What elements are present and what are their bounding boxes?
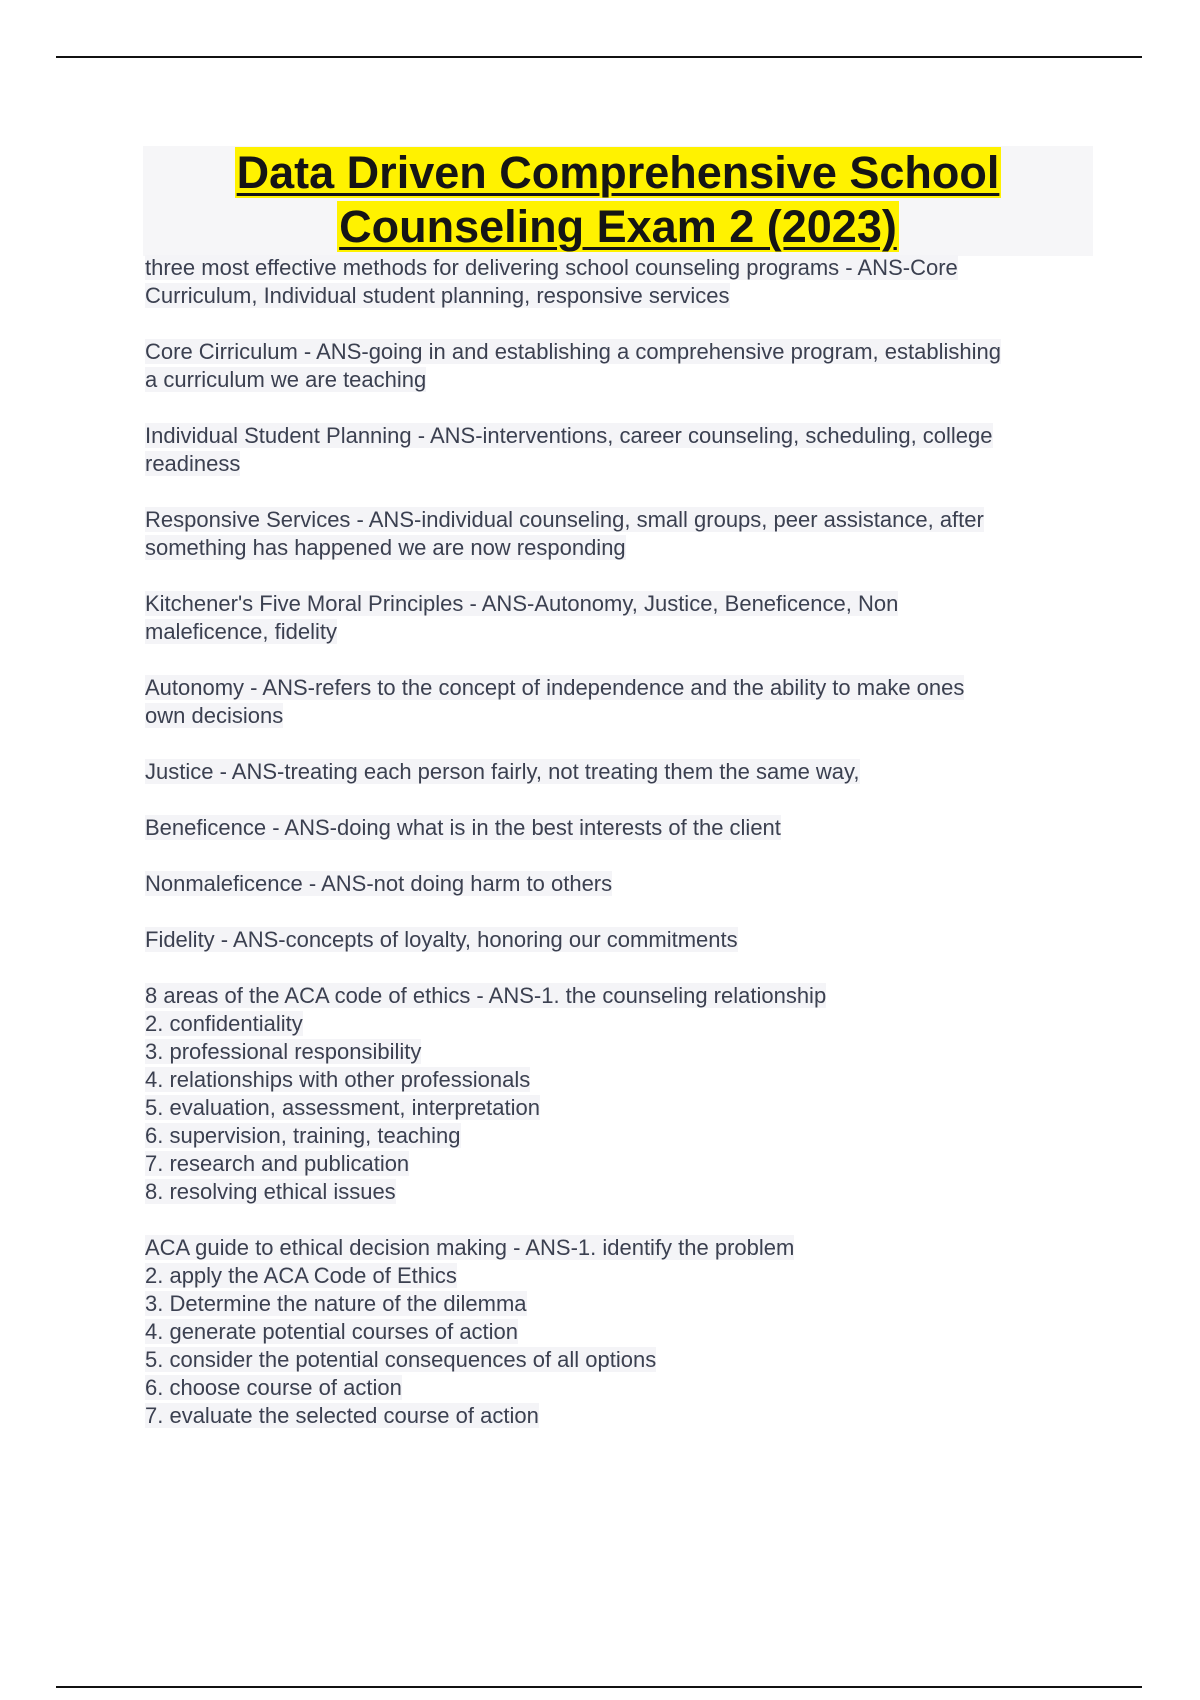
qa-line-text: 7. evaluate the selected course of action bbox=[145, 1403, 539, 1428]
qa-entry bbox=[145, 506, 1095, 562]
qa-line-text: Curriculum, Individual student planning, responsive services bbox=[145, 283, 730, 308]
qa-entry bbox=[145, 926, 1095, 954]
qa-entry bbox=[145, 338, 1095, 394]
bottom-rule bbox=[56, 1686, 1142, 1688]
qa-line bbox=[145, 674, 1095, 702]
top-rule bbox=[56, 56, 1142, 58]
qa-line bbox=[145, 870, 1095, 898]
qa-line bbox=[145, 338, 1095, 366]
qa-line-text: 8 areas of the ACA code of ethics - ANS-1. the counseling relationship bbox=[145, 983, 827, 1008]
qa-line bbox=[145, 282, 1095, 310]
qa-entry bbox=[145, 982, 1095, 1206]
qa-line bbox=[145, 1178, 1095, 1206]
qa-line-text: 4. relationships with other professionals bbox=[145, 1067, 531, 1092]
qa-line-text: Beneficence - ANS-doing what is in the best interests of the client bbox=[145, 815, 781, 840]
qa-line bbox=[145, 1346, 1095, 1374]
qa-line bbox=[145, 1066, 1095, 1094]
qa-line bbox=[145, 814, 1095, 842]
qa-line bbox=[145, 982, 1095, 1010]
qa-line-text: 4. generate potential courses of action bbox=[145, 1319, 519, 1344]
qa-line bbox=[145, 1374, 1095, 1402]
qa-line bbox=[145, 422, 1095, 450]
qa-line-text: maleficence, fidelity bbox=[145, 619, 337, 644]
qa-line bbox=[145, 254, 1095, 282]
qa-line bbox=[145, 1318, 1095, 1346]
qa-line-text: 3. Determine the nature of the dilemma bbox=[145, 1291, 527, 1316]
qa-line-text: three most effective methods for delivering school counseling programs - ANS-Core bbox=[145, 255, 958, 280]
qa-line bbox=[145, 1122, 1095, 1150]
qa-line bbox=[145, 758, 1095, 786]
qa-line-text: readiness bbox=[145, 451, 241, 476]
qa-line-text: 2. apply the ACA Code of Ethics bbox=[145, 1263, 457, 1288]
qa-entry bbox=[145, 674, 1095, 730]
qa-line bbox=[145, 1234, 1095, 1262]
qa-line-text: 3. professional responsibility bbox=[145, 1039, 422, 1064]
qa-line-text: 5. evaluation, assessment, interpretation bbox=[145, 1095, 541, 1120]
qa-line-text: Responsive Services - ANS-individual counseling, small groups, peer assistance, after bbox=[145, 507, 984, 532]
qa-line-text: Justice - ANS-treating each person fairly, not treating them the same way, bbox=[145, 759, 860, 784]
qa-line bbox=[145, 534, 1095, 562]
qa-line-text: 5. consider the potential consequences of all options bbox=[145, 1347, 657, 1372]
qa-line-text: Fidelity - ANS-concepts of loyalty, honoring our commitments bbox=[145, 927, 738, 952]
qa-line-text: something has happened we are now responding bbox=[145, 535, 626, 560]
qa-line bbox=[145, 618, 1095, 646]
qa-line bbox=[145, 1010, 1095, 1038]
qa-line-text: 8. resolving ethical issues bbox=[145, 1179, 396, 1204]
qa-entry bbox=[145, 422, 1095, 478]
qa-line bbox=[145, 1290, 1095, 1318]
qa-line-text: 7. research and publication bbox=[145, 1151, 410, 1176]
qa-entry bbox=[145, 814, 1095, 842]
title-block bbox=[143, 146, 1093, 256]
qa-line bbox=[145, 1262, 1095, 1290]
qa-line-text: Autonomy - ANS-refers to the concept of independence and the ability to make ones bbox=[145, 675, 965, 700]
qa-list bbox=[145, 254, 1095, 1458]
qa-entry bbox=[145, 1234, 1095, 1430]
qa-line-text: 2. confidentiality bbox=[145, 1011, 303, 1036]
title-line-2: Counseling Exam 2 (2023) bbox=[339, 201, 897, 252]
qa-line bbox=[145, 1150, 1095, 1178]
qa-line-text: 6. choose course of action bbox=[145, 1375, 402, 1400]
document-title bbox=[143, 146, 1093, 254]
qa-line-text: Kitchener's Five Moral Principles - ANS-Autonomy, Justice, Beneficence, Non bbox=[145, 591, 899, 616]
qa-line-text: Individual Student Planning - ANS-interventions, career counseling, scheduling, college bbox=[145, 423, 993, 448]
qa-line bbox=[145, 506, 1095, 534]
qa-line-text: a curriculum we are teaching bbox=[145, 367, 427, 392]
qa-line-text: 6. supervision, training, teaching bbox=[145, 1123, 461, 1148]
qa-entry bbox=[145, 758, 1095, 786]
qa-line bbox=[145, 450, 1095, 478]
qa-line bbox=[145, 1402, 1095, 1430]
qa-line bbox=[145, 366, 1095, 394]
qa-line bbox=[145, 702, 1095, 730]
title-line-1: Data Driven Comprehensive School bbox=[236, 147, 1000, 198]
qa-line-text: Core Cirriculum - ANS-going in and establishing a comprehensive program, establishing bbox=[145, 339, 1001, 364]
qa-line bbox=[145, 1038, 1095, 1066]
qa-line-text: ACA guide to ethical decision making - ANS-1. identify the problem bbox=[145, 1235, 795, 1260]
qa-entry bbox=[145, 870, 1095, 898]
qa-line-text: own decisions bbox=[145, 703, 284, 728]
qa-line bbox=[145, 926, 1095, 954]
qa-line bbox=[145, 590, 1095, 618]
qa-entry bbox=[145, 590, 1095, 646]
qa-line bbox=[145, 1094, 1095, 1122]
qa-entry bbox=[145, 254, 1095, 310]
qa-line-text: Nonmaleficence - ANS-not doing harm to others bbox=[145, 871, 613, 896]
